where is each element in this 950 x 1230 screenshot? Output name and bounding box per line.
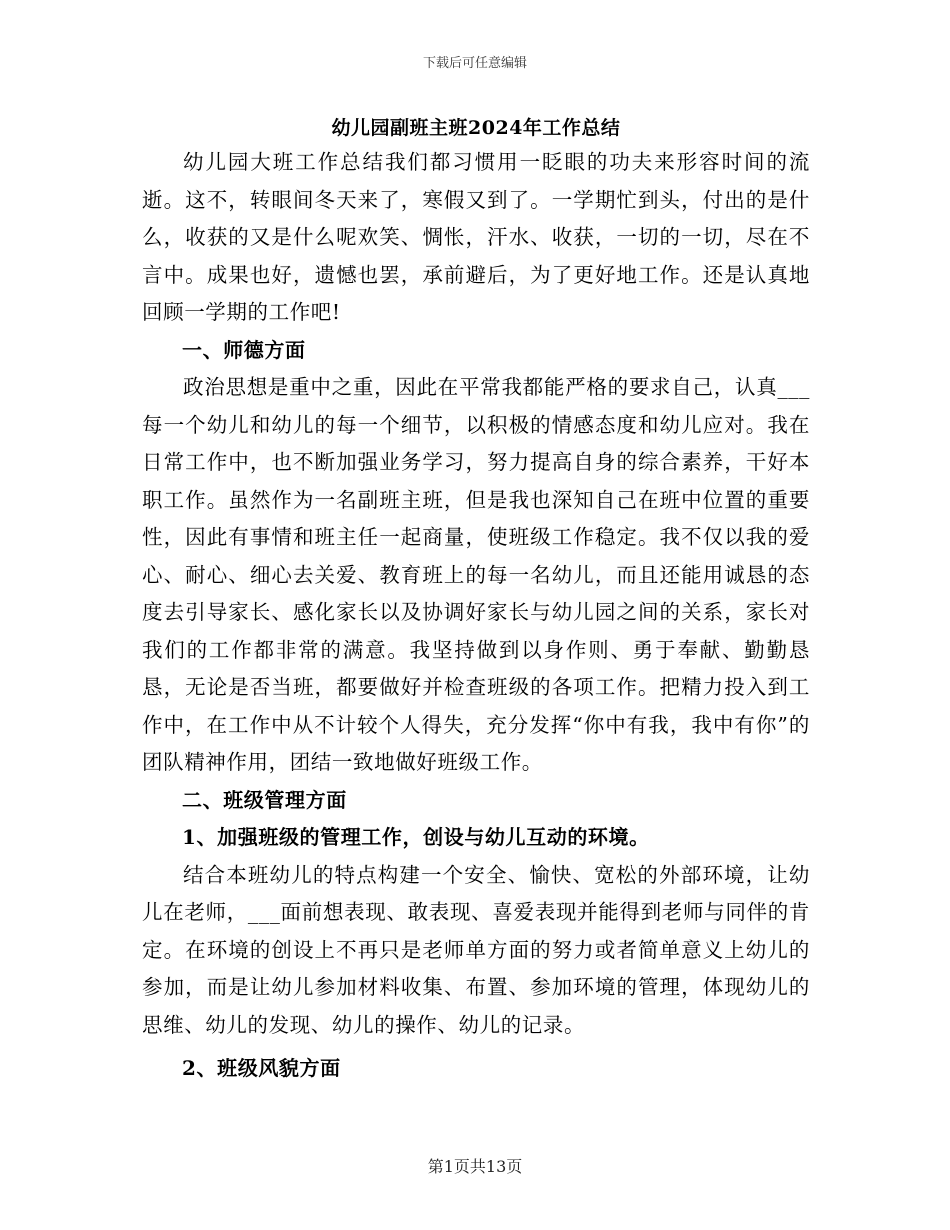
document-title: 幼儿园副班主班2024年工作总结 [331, 117, 621, 139]
page-number: 第1页共13页 [427, 1157, 523, 1176]
header-note: 下载后可任意编辑 [422, 56, 527, 71]
section-heading-ethics: 一、师德方面 [182, 337, 306, 362]
ethics-paragraph: 政治思想是重中之重，因此在平常我都能严格的要求自己，认真___每一个幼儿和幼儿的每一个细节，以积极的情感态度和幼儿应对。我在日常工作中，也不断加强业务学习，努力提高自身的综合素养，干好本职工作。虽然作为一名副班主班，但是我也深知自己在班中位置的重要性，因此有事情和班主任一起商量，使班级工作稳定。我不仅以我的爱心、耐心、细心去关爱、教育班上的每一名幼儿，而且还能用诚恳的态度去引导家长、感化家长以及协调好家长与幼儿园之间的关系，家长对我们的工作都非常的满意。我坚持做到以身作则、勇于奉献、勤勤恳恳，无论是否当班，都要做好并检查班级的各项工作。把精力投入到工作中，在工作中从不计较个人得失，充分发挥“你中有我，我中有你”的团队精神作用，团结一致地做好班级工作。 [142, 375, 810, 774]
intro-paragraph: 幼儿园大班工作总结我们都习惯用一眨眼的功夫来形容时间的流逝。这不，转眼间冬天来了，寒假又到了。一学期忙到头，付出的是什么，收获的又是什么呢欢笑、惆怅，汗水、收获，一切的一切，尽在不言中。成果也好，遗憾也罢，承前避后，为了更好地工作。还是认真地回顾一学期的工作吧! [142, 150, 810, 324]
section-heading-class-management: 二、班级管理方面 [182, 787, 347, 812]
management-paragraph: 结合本班幼儿的特点构建一个安全、愉快、宽松的外部环境，让幼儿在老师，___面前想表现、敢表现、喜爱表现并能得到老师与同伴的肯定。在环境的创设上不再只是老师单方面的努力或者简单意义上幼儿的参加，而是让幼儿参加材料收集、布置、参加环境的管理，体现幼儿的思维、幼儿的发现、幼儿的操作、幼儿的记录。 [142, 862, 810, 1037]
subsection-heading-class-style: 2、班级风貌方面 [182, 1056, 341, 1080]
document-body [142, 112, 810, 1088]
subsection-heading-management-work: 1、加强班级的管理工作，创设与幼儿互动的环境。 [182, 825, 650, 849]
